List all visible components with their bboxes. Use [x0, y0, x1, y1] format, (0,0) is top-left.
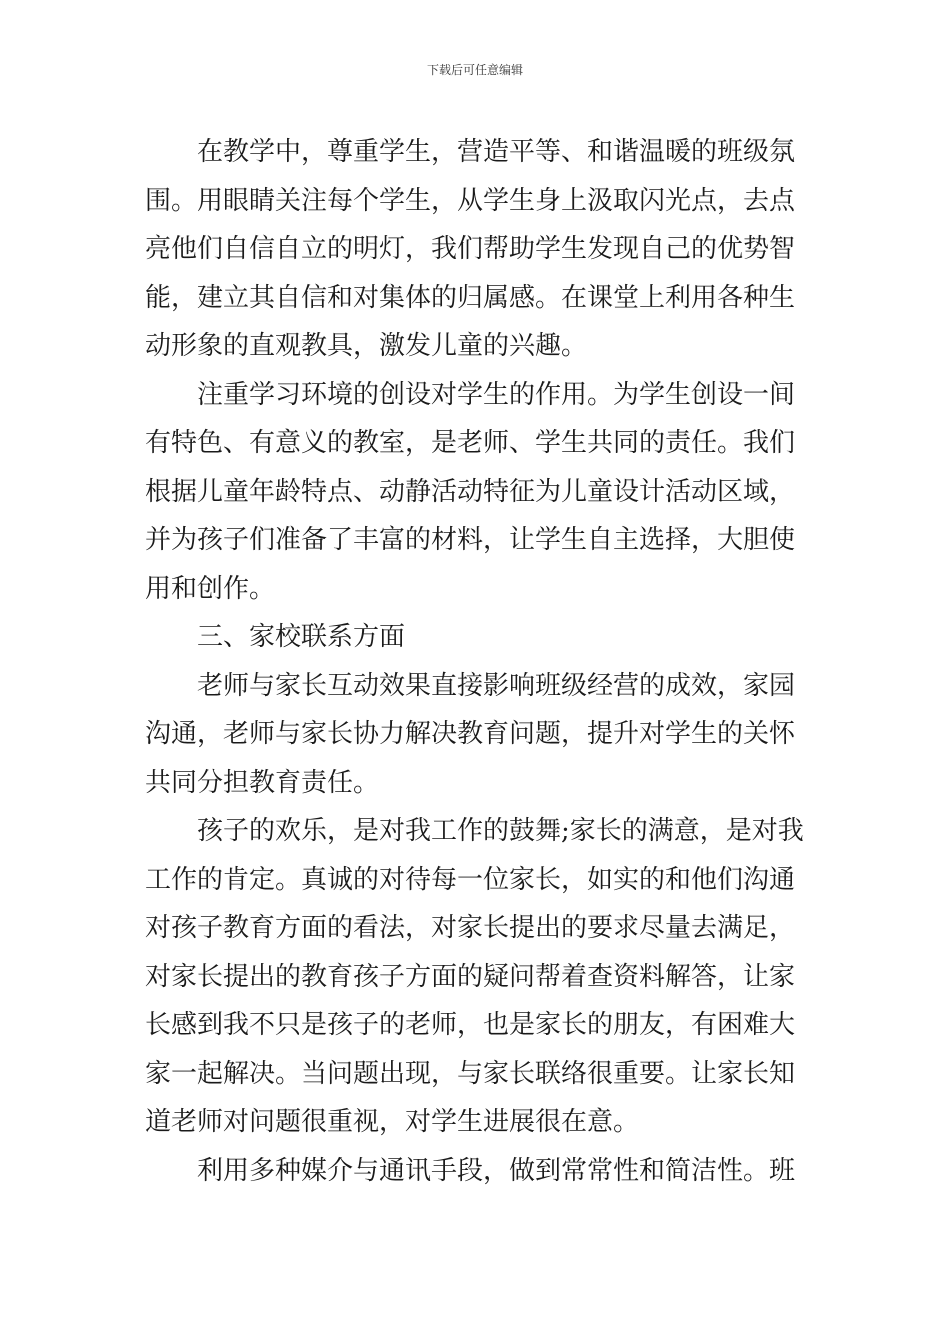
text-line: 有特色、有意义的教室，是老师、学生共同的责任。我们 — [145, 428, 796, 458]
section-heading — [145, 613, 810, 662]
text-line: 根据儿童年龄特点、动静活动特征为儿童设计活动区域， — [145, 476, 796, 507]
paragraph-parent-communication — [145, 807, 810, 1147]
paragraph-media-communication — [145, 1147, 810, 1196]
text-line: 亮他们自信自立的明灯，我们帮助学生发现自己的优势智 — [145, 234, 796, 264]
text-line: 共同分担教育责任。 — [145, 767, 380, 798]
text-line: 沟通，老师与家长协力解决教育问题，提升对学生的关怀 — [145, 719, 796, 749]
text-line: 并为孩子们准备了丰富的材料，让学生自主选择，大胆使 — [145, 525, 796, 555]
text-line: 在教学中，尊重学生，营造平等、和谐温暖的班级氛 — [197, 137, 796, 167]
document-body — [145, 128, 810, 1195]
text-line: 能，建立其自信和对集体的归属感。在课堂上利用各种生 — [145, 282, 796, 313]
text-line: 围。用眼睛关注每个学生，从学生身上汲取闪光点，去点 — [145, 185, 796, 216]
text-line: 对家长提出的教育孩子方面的疑问帮着查资料解答，让家 — [145, 961, 796, 992]
paragraph-home-school-interaction — [145, 662, 810, 808]
text-line: 用和创作。 — [145, 573, 276, 604]
text-line: 长感到我不只是孩子的老师，也是家长的朋友，有困难大 — [145, 1010, 796, 1040]
text-line: 注重学习环境的创设对学生的作用。为学生创设一间 — [197, 379, 796, 410]
paragraph-learning-environment — [145, 371, 810, 614]
paragraph-classroom-atmosphere — [145, 128, 810, 371]
text-line: 工作的肯定。真诚的对待每一位家长，如实的和他们沟通 — [145, 864, 796, 895]
text-line: 动形象的直观教具，激发儿童的兴趣。 — [145, 331, 588, 361]
text-line: 道老师对问题很重视，对学生进展很在意。 — [145, 1107, 640, 1137]
text-line: 老师与家长互动效果直接影响班级经营的成效，家园 — [197, 670, 796, 701]
text-line: 孩子的欢乐，是对我工作的鼓舞;家长的满意，是对我 — [197, 816, 804, 846]
page-header: 下载后可任意编辑 — [426, 63, 523, 77]
text-line: 家一起解决。当问题出现，与家长联络很重要。让家长知 — [145, 1058, 796, 1089]
text-line: 利用多种媒介与通讯手段，做到常常性和简洁性。班 — [197, 1155, 796, 1186]
section-heading-text: 三、家校联系方面 — [197, 622, 406, 652]
text-line: 对孩子教育方面的看法，对家长提出的要求尽量去满足， — [145, 913, 796, 943]
